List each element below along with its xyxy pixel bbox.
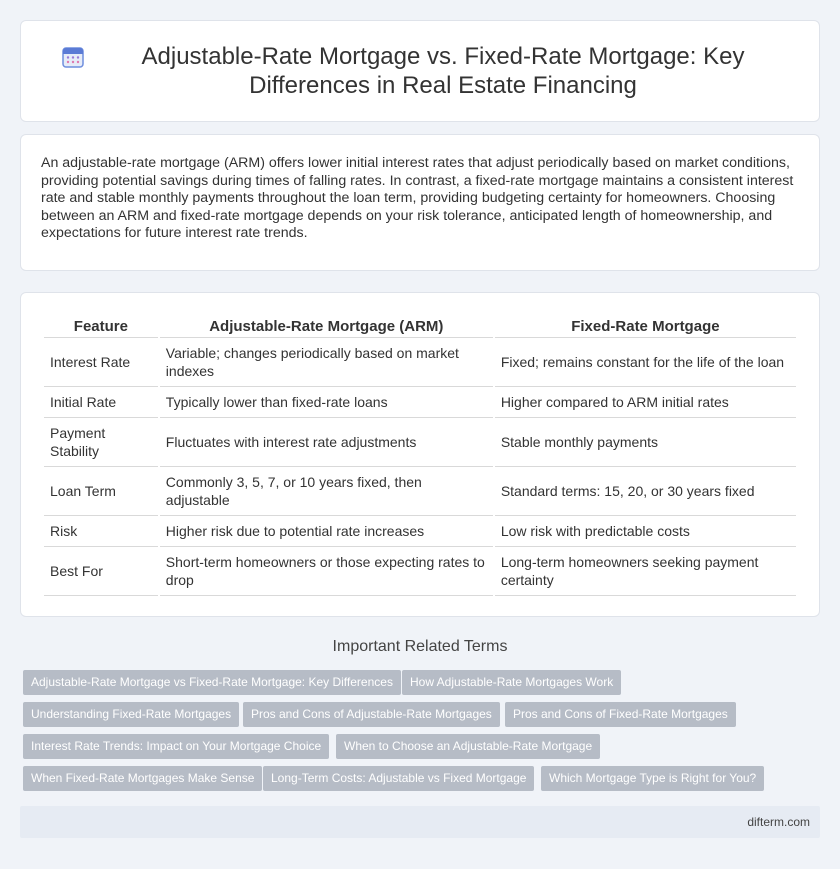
fixed-cell: Low risk with predictable costs <box>495 516 796 547</box>
table-row <box>44 338 796 387</box>
calendar-icon <box>61 45 85 69</box>
intro-paragraph: An adjustable-rate mortgage (ARM) offers lower initial interest rates that adjust periodically based on market conditions, providing potential savings during times of falling rates. In contrast, a fixed-rate mortgage maintains a consistent interest rate and stable monthly payments throughout the loan term, providing budgeting certainty for homeowners. Choosing between an ARM and fixed-rate mortgage depends on your risk tolerance, anticipated length of homeownership, and expectations for future interest rate trends. <box>41 155 794 242</box>
related-term-tag[interactable]: Adjustable-Rate Mortgage vs Fixed-Rate Mortgage: Key Differences <box>23 670 401 695</box>
arm-cell: Higher risk due to potential rate increases <box>160 516 493 547</box>
column-header-arm: Adjustable-Rate Mortgage (ARM) <box>160 314 493 338</box>
related-term-tag[interactable]: How Adjustable-Rate Mortgages Work <box>402 670 621 695</box>
feature-cell: Initial Rate <box>44 387 158 418</box>
page-title: Adjustable-Rate Mortgage vs. Fixed-Rate Mortgage: Key Differences in Real Estate Financing <box>141 43 745 99</box>
feature-cell: Payment Stability <box>44 418 158 467</box>
related-term-tag[interactable]: Interest Rate Trends: Impact on Your Mortgage Choice <box>23 734 329 759</box>
fixed-cell: Stable monthly payments <box>495 418 796 467</box>
related-term-tag[interactable]: Pros and Cons of Fixed-Rate Mortgages <box>505 702 736 727</box>
comparison-table-card <box>20 292 820 617</box>
header-card <box>20 20 820 122</box>
related-term-tag[interactable]: Which Mortgage Type is Right for You? <box>541 766 764 791</box>
feature-cell: Interest Rate <box>44 338 158 387</box>
feature-cell: Best For <box>44 547 158 596</box>
table-row <box>44 547 796 596</box>
table-row <box>44 387 796 418</box>
table-row <box>44 516 796 547</box>
feature-cell: Loan Term <box>44 467 158 516</box>
arm-cell: Short-term homeowners or those expecting rates to drop <box>160 547 493 596</box>
related-terms-title: Important Related Terms <box>332 638 508 655</box>
feature-cell: Risk <box>44 516 158 547</box>
related-term-tag[interactable]: When to Choose an Adjustable-Rate Mortgage <box>336 734 600 759</box>
intro-card <box>20 134 820 271</box>
fixed-cell: Standard terms: 15, 20, or 30 years fixed <box>495 467 796 516</box>
related-term-tag[interactable]: Long-Term Costs: Adjustable vs Fixed Mortgage <box>263 766 534 791</box>
table-row <box>44 418 796 467</box>
related-term-tag[interactable]: Understanding Fixed-Rate Mortgages <box>23 702 239 727</box>
fixed-cell: Higher compared to ARM initial rates <box>495 387 796 418</box>
arm-cell: Typically lower than fixed-rate loans <box>160 387 493 418</box>
column-header-feature: Feature <box>44 314 158 338</box>
fixed-cell: Long-term homeowners seeking payment certainty <box>495 547 796 596</box>
related-term-tag[interactable]: When Fixed-Rate Mortgages Make Sense <box>23 766 262 791</box>
footer-site-name[interactable]: difterm.com <box>747 815 810 829</box>
related-term-tag[interactable]: Pros and Cons of Adjustable-Rate Mortgages <box>243 702 500 727</box>
arm-cell: Variable; changes periodically based on market indexes <box>160 338 493 387</box>
footer-bar <box>20 806 820 838</box>
column-header-fixed: Fixed-Rate Mortgage <box>495 314 796 338</box>
arm-cell: Fluctuates with interest rate adjustments <box>160 418 493 467</box>
table-header-row <box>44 314 796 338</box>
comparison-table <box>42 314 798 596</box>
table-row <box>44 467 796 516</box>
fixed-cell: Fixed; remains constant for the life of the loan <box>495 338 796 387</box>
arm-cell: Commonly 3, 5, 7, or 10 years fixed, then adjustable <box>160 467 493 516</box>
